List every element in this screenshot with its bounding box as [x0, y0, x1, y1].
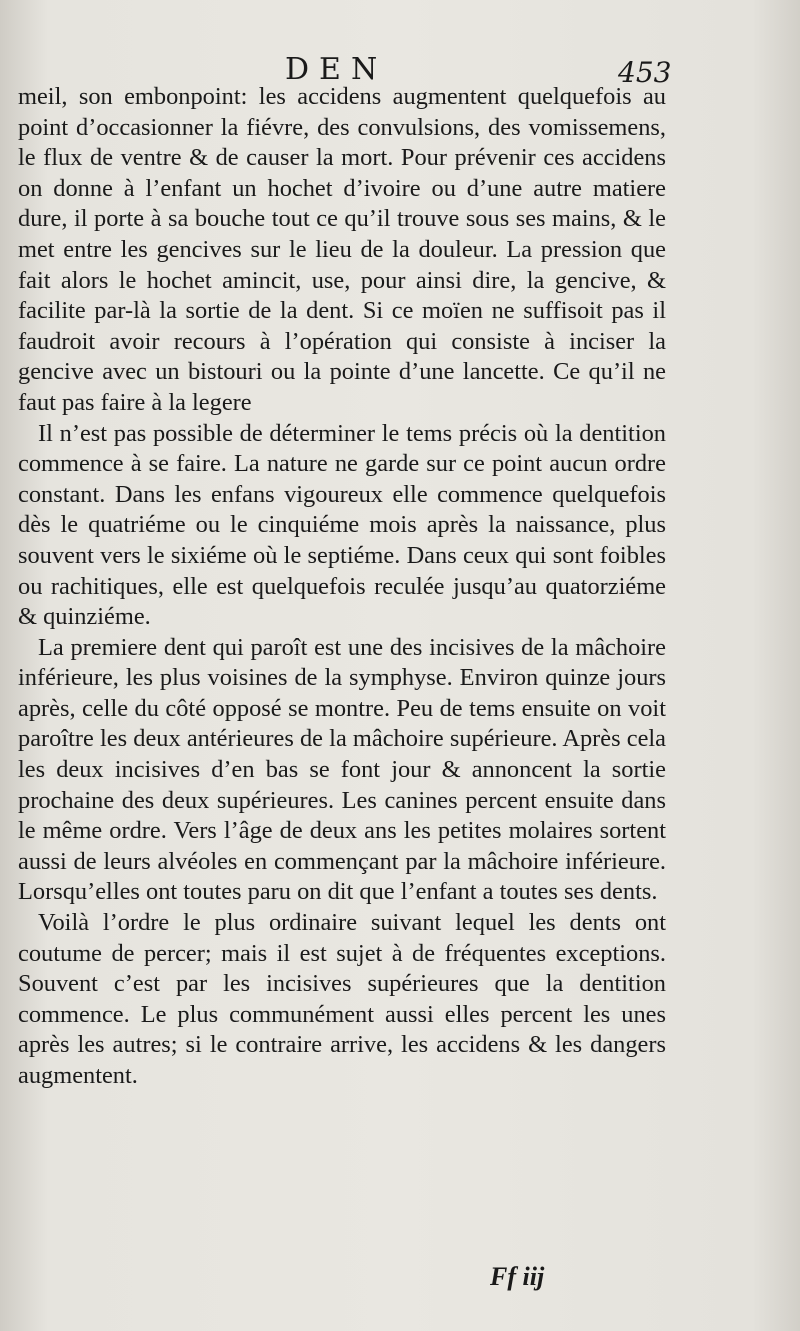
running-head: DEN — [285, 52, 388, 87]
paragraph-4: Voilà l’ordre le plus ordinaire suivant lequel les dents ont coutume de percer; mais il est sujet à de fréquentes exceptions. Souvent c’est par les incisives supérieures que la dentition commence. Le plus communément aussi elles percent les unes après les autres; si le contraire arrive, les accidens & les dangers augmentent. — [18, 909, 666, 1089]
signature-mark: Ff iij — [490, 1262, 545, 1291]
paragraph-2: Il n’est pas possible de déterminer le tems précis où la dentition commence à se faire. La nature ne garde sur ce point aucun ordre constant. Dans les enfans vigoureux elle commence quelquefois dès le quatriéme ou le cinquiéme mois après la naissance, plus souvent vers le sixiéme où le septiéme. Dans ceux qui sont foibles ou rachitiques, elle est quelquefois reculée jusqu’au quatorziéme & quinziéme. — [18, 419, 666, 631]
page-number: 453 — [618, 56, 672, 89]
paragraph-1: meil, son embonpoint: les accidens augmentent quelquefois au point d’occasionner la fiévre, des convulsions, des vomissemens, le flux de ventre & de causer la mort. Pour prévenir ces accidens on donne à l’enfant un hochet d’ivoire ou d’une autre matiere dure, il porte à sa bouche tout ce qu’il trouve sous ses mains, & le met entre les gencives sur le lieu de la douleur. La pression que fait alors le hochet amincit, use, pour ainsi dire, la gencive, & facilite par-là la sortie de la dent. Si ce moïen ne suffisoit pas il faudroit avoir recours à l’opération qui consiste à inciser la gencive avec un bistouri ou la pointe d’une lancette. Ce qu’il ne faut pas faire à la legere — [18, 83, 666, 416]
body-text — [18, 82, 666, 1092]
paragraph-3: La premiere dent qui paroît est une des incisives de la mâchoire inférieure, les plus voisines de la symphyse. Environ quinze jours après, celle du côté opposé se montre. Peu de tems ensuite on voit paroître les deux antérieures de la mâchoire supérieure. Après cela les deux incisives d’en bas se font jour & annoncent la sortie prochaine des deux supérieures. Les canines percent ensuite dans le même ordre. Vers l’âge de deux ans les petites molaires sortent aussi de leurs alvéoles en commençant par la mâchoire inférieure. Lorsqu’elles ont toutes paru on dit que l’enfant a toutes ses dents. — [18, 633, 666, 906]
